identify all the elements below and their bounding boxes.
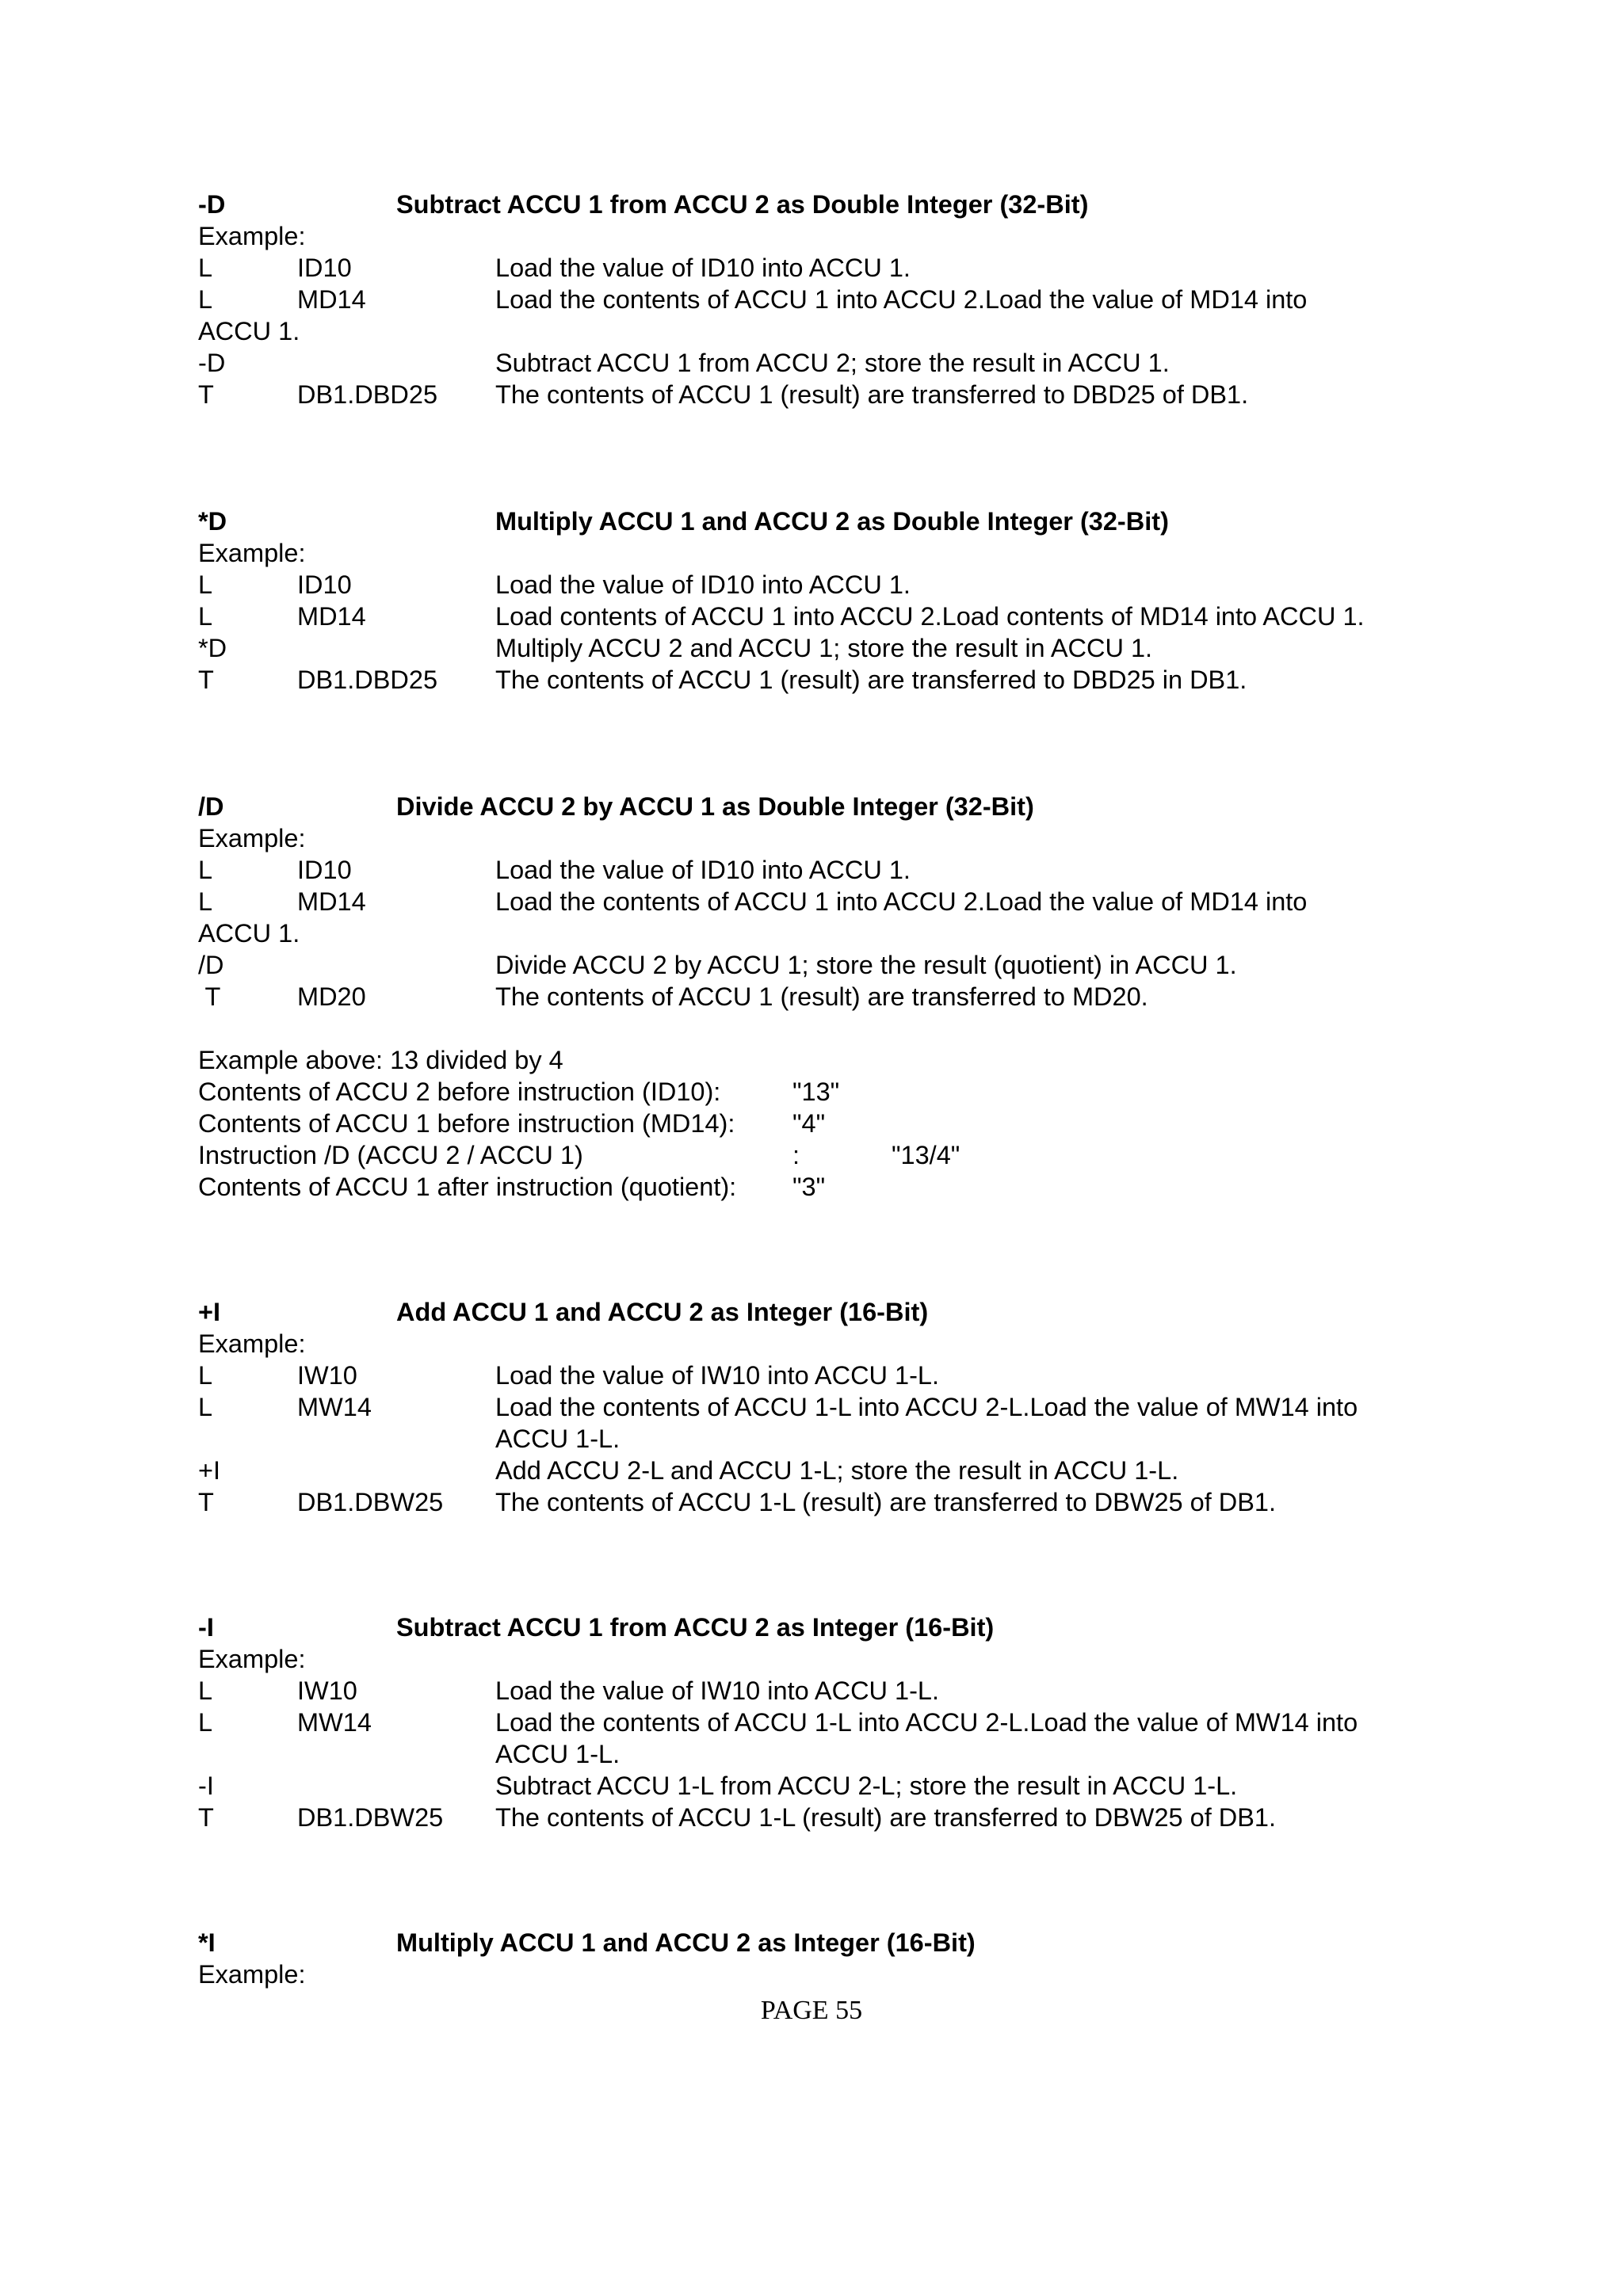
- row-desc-cont: ACCU 1-L.: [495, 1740, 621, 1768]
- row-desc-cont: ACCU 1-L.: [495, 1425, 621, 1453]
- note-extra: "13/4": [892, 1141, 960, 1169]
- row-op: T: [198, 666, 214, 694]
- row-op: L: [198, 1708, 213, 1737]
- row-operand: ID10: [297, 570, 352, 599]
- row-op: L: [198, 1676, 213, 1705]
- note-label: Instruction /D (ACCU 2 / ACCU 1): [198, 1141, 583, 1169]
- section-mnemonic: *D: [198, 507, 227, 536]
- row-op: T: [198, 380, 214, 409]
- row-op: L: [198, 887, 213, 916]
- note-value: :: [792, 1141, 800, 1169]
- row-operand: MW14: [297, 1393, 372, 1421]
- row-desc-wrap: ACCU 1.: [198, 317, 300, 345]
- example-label: Example:: [198, 1329, 306, 1358]
- note-value: "3": [792, 1173, 826, 1201]
- row-desc: Load contents of ACCU 1 into ACCU 2.Load contents of MD14 into ACCU 1.: [495, 602, 1365, 631]
- note-value: "13": [792, 1077, 840, 1106]
- row-op: /D: [198, 951, 224, 979]
- section-mnemonic: *I: [198, 1928, 216, 1957]
- row-op: L: [198, 285, 213, 314]
- row-operand: DB1.DBD25: [297, 666, 438, 694]
- section-mnemonic: -D: [198, 190, 226, 219]
- row-desc: Load the contents of ACCU 1 into ACCU 2.Load the value of MD14 into: [495, 285, 1308, 314]
- row-operand: DB1.DBW25: [297, 1488, 444, 1516]
- section-title: Divide ACCU 2 by ACCU 1 as Double Integer (32-Bit): [396, 792, 1034, 821]
- row-operand: ID10: [297, 856, 352, 884]
- section-mnemonic: /D: [198, 792, 224, 821]
- example-label: Example:: [198, 1645, 306, 1673]
- row-op: L: [198, 602, 213, 631]
- row-desc: The contents of ACCU 1 (result) are transferred to DBD25 in DB1.: [495, 666, 1247, 694]
- row-desc: Load the contents of ACCU 1 into ACCU 2.Load the value of MD14 into: [495, 887, 1308, 916]
- row-operand: MD14: [297, 887, 366, 916]
- page-number: PAGE 55: [760, 1996, 863, 2025]
- row-operand: MW14: [297, 1708, 372, 1737]
- row-op: -D: [198, 349, 226, 377]
- row-operand: MD14: [297, 285, 366, 314]
- row-op: T: [198, 1803, 214, 1832]
- row-op: +I: [198, 1456, 221, 1485]
- note-value: "4": [792, 1109, 826, 1138]
- example-label: Example:: [198, 539, 306, 567]
- row-desc: Load the value of ID10 into ACCU 1.: [495, 856, 911, 884]
- row-op: *D: [198, 634, 227, 662]
- row-op: L: [198, 570, 213, 599]
- row-desc: Load the value of ID10 into ACCU 1.: [495, 254, 911, 282]
- row-desc: Load the contents of ACCU 1-L into ACCU 2-L.Load the value of MW14 into: [495, 1393, 1358, 1421]
- note-label: Contents of ACCU 1 after instruction (quotient):: [198, 1173, 737, 1201]
- row-desc: Load the value of IW10 into ACCU 1-L.: [495, 1676, 940, 1705]
- section-title: Add ACCU 1 and ACCU 2 as Integer (16-Bit): [396, 1298, 929, 1326]
- section-title: Multiply ACCU 1 and ACCU 2 as Integer (16-Bit): [396, 1928, 976, 1957]
- section-mnemonic: +I: [198, 1298, 221, 1326]
- row-desc: Subtract ACCU 1-L from ACCU 2-L; store the result in ACCU 1-L.: [495, 1772, 1238, 1800]
- row-operand: MD20: [297, 982, 366, 1011]
- row-desc: Load the value of ID10 into ACCU 1.: [495, 570, 911, 599]
- row-op: L: [198, 856, 213, 884]
- row-op: T: [198, 1488, 214, 1516]
- row-operand: IW10: [297, 1361, 357, 1390]
- section-title: Subtract ACCU 1 from ACCU 2 as Integer (16-Bit): [396, 1613, 995, 1642]
- section-mnemonic: -I: [198, 1613, 214, 1642]
- row-operand: DB1.DBW25: [297, 1803, 444, 1832]
- section-title: Subtract ACCU 1 from ACCU 2 as Double Integer (32-Bit): [396, 190, 1089, 219]
- row-desc: Divide ACCU 2 by ACCU 1; store the result (quotient) in ACCU 1.: [495, 951, 1237, 979]
- row-desc: Load the value of IW10 into ACCU 1-L.: [495, 1361, 940, 1390]
- row-desc: Multiply ACCU 2 and ACCU 1; store the result in ACCU 1.: [495, 634, 1153, 662]
- example-label: Example:: [198, 1960, 306, 1989]
- row-operand: DB1.DBD25: [297, 380, 438, 409]
- row-desc: The contents of ACCU 1 (result) are transferred to MD20.: [495, 982, 1148, 1011]
- row-desc: The contents of ACCU 1 (result) are transferred to DBD25 of DB1.: [495, 380, 1249, 409]
- note-label: Contents of ACCU 1 before instruction (MD14):: [198, 1109, 735, 1138]
- row-desc: The contents of ACCU 1-L (result) are transferred to DBW25 of DB1.: [495, 1488, 1277, 1516]
- row-desc: Load the contents of ACCU 1-L into ACCU 2-L.Load the value of MW14 into: [495, 1708, 1358, 1737]
- example-label: Example:: [198, 824, 306, 852]
- row-op: L: [198, 1393, 213, 1421]
- row-desc: Add ACCU 2-L and ACCU 1-L; store the result in ACCU 1-L.: [495, 1456, 1179, 1485]
- note-label: Contents of ACCU 2 before instruction (ID10):: [198, 1077, 721, 1106]
- row-op: L: [198, 1361, 213, 1390]
- row-operand: ID10: [297, 254, 352, 282]
- row-op: -I: [198, 1772, 214, 1800]
- row-desc-wrap: ACCU 1.: [198, 919, 300, 948]
- row-desc: The contents of ACCU 1-L (result) are transferred to DBW25 of DB1.: [495, 1803, 1277, 1832]
- note-intro: Example above: 13 divided by 4: [198, 1046, 563, 1074]
- section-title: Multiply ACCU 1 and ACCU 2 as Double Integer (32-Bit): [495, 507, 1169, 536]
- row-desc: Subtract ACCU 1 from ACCU 2; store the result in ACCU 1.: [495, 349, 1170, 377]
- row-op: T: [198, 982, 221, 1011]
- example-label: Example:: [198, 222, 306, 250]
- row-operand: MD14: [297, 602, 366, 631]
- row-operand: IW10: [297, 1676, 357, 1705]
- row-op: L: [198, 254, 213, 282]
